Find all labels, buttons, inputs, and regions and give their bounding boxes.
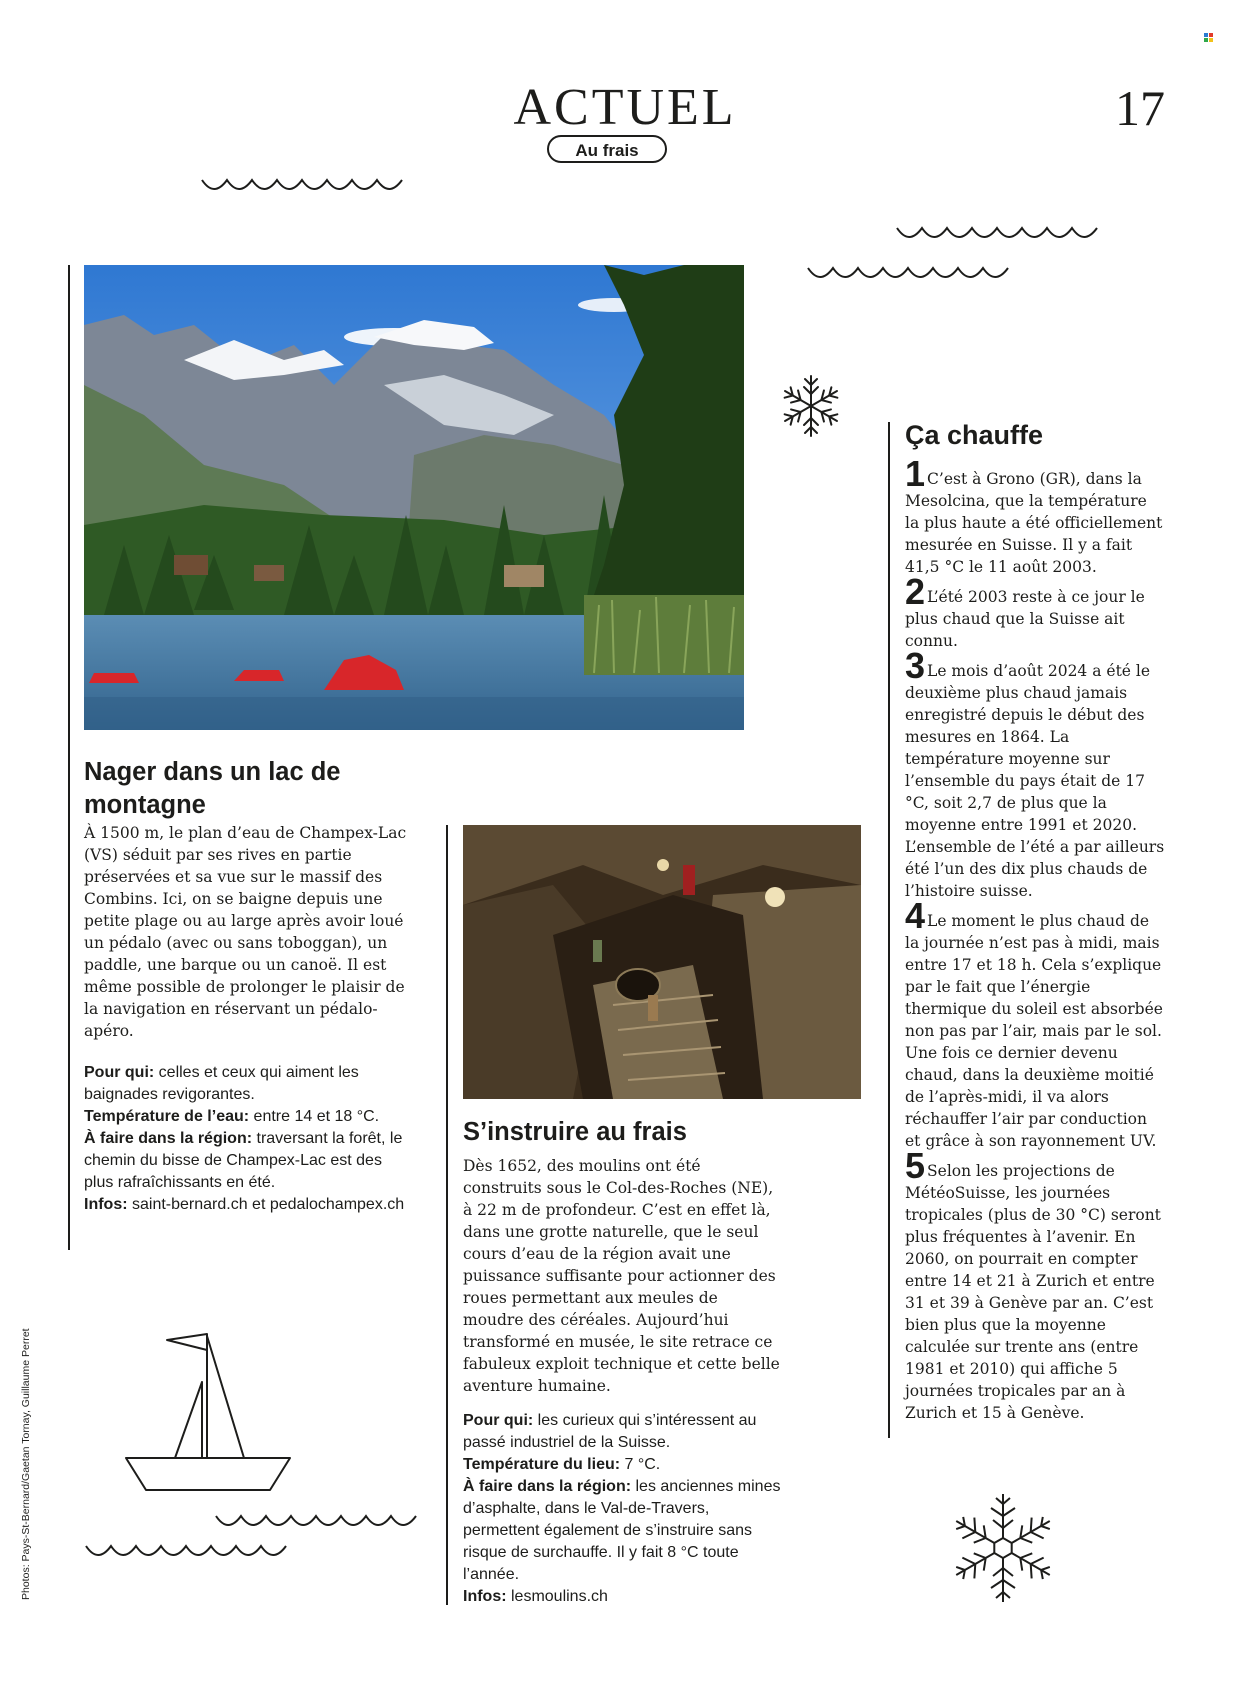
info-line [84, 1106, 414, 1128]
photo-credit: Photos: Pays-St-Bernard/Gaetan Tornay, Guillaume Perret [20, 1328, 32, 1600]
fact-item [905, 645, 1165, 902]
sailboat-icon [122, 1330, 297, 1500]
info-line [84, 1062, 414, 1106]
info-label: Température de l’eau: [84, 1108, 250, 1125]
page-number: 17 [1115, 80, 1165, 136]
wave-icon [214, 1510, 419, 1534]
snowflake-icon [778, 373, 844, 439]
sidebar-facts [905, 453, 1165, 1424]
lake-photo [84, 265, 744, 730]
info-line [463, 1454, 781, 1476]
fact-text: Le mois d’août 2024 a été le deuxième plus chaud jamais enregistré depuis le début des mesures en 1864. La température moyenne sur l’ensemble du pays était de 17 °C, soit 2,7 de plus que la moyenne entre 1991 et 2020. L’ensemble de l’été a par ailleurs été l’un des dix plus chauds de l’histoire suisse. [905, 662, 1165, 900]
info-value: celles et ceux qui aiment les baignades revigorantes. [84, 1064, 359, 1103]
info-label: À faire dans la région: [84, 1130, 253, 1147]
fact-item [905, 571, 1165, 652]
column-rule [68, 265, 70, 1250]
info-value: traversant la forêt, le chemin du bisse de Champex-Lac est des plus rafraîchissants en été. [84, 1130, 403, 1191]
info-line [84, 1194, 414, 1216]
fact-item [905, 453, 1165, 578]
info-value: les curieux qui s’intéressent au passé industriel de la Suisse. [463, 1412, 757, 1451]
fact-number: 2 [905, 571, 926, 612]
fact-item [905, 1145, 1165, 1424]
column-rule [888, 422, 890, 1438]
info-label: Infos: [84, 1196, 128, 1213]
article-mills-info [463, 1410, 781, 1608]
sidebar-title: Ça chauffe [905, 420, 1044, 450]
info-label: Pour qui: [463, 1412, 534, 1429]
info-value: les anciennes mines d’asphalte, dans le Val-de-Travers, permettent également de s’instruire sans risque de surchauffe. Il y fait 8 °C toute l’année. [463, 1478, 781, 1583]
info-label: À faire dans la région: [463, 1478, 632, 1495]
fact-text: C’est à Grono (GR), dans la Mesolcina, que la température la plus haute a été officiellement mesurée en Suisse. Il y a fait 41,5 °C le 11 août 2003. [905, 470, 1163, 576]
info-label: Température du lieu: [463, 1456, 621, 1473]
article-lake-body: À 1500 m, le plan d’eau de Champex-Lac (VS) séduit par ses rives en partie préservées et sa vue sur le massif des Combins. Ici, on se baigne depuis une petite plage ou au large après avoir loué un pédalo (avec ou sans toboggan), un paddle, une barque ou un canoë. Il est même possible de prolonger le plaisir de la navigation en réservant un pédalo-apéro. [84, 824, 407, 1040]
wave-icon [200, 172, 405, 196]
wave-icon [895, 222, 1100, 246]
fact-number: 4 [905, 895, 926, 936]
fact-number: 3 [905, 645, 926, 686]
fact-text: L’été 2003 reste à ce jour le plus chaud que la Suisse ait connu. [905, 588, 1145, 650]
info-line [463, 1410, 781, 1454]
article-mills-title: S’instruire au frais [463, 1118, 687, 1146]
fact-number: 1 [905, 453, 926, 494]
article-lake-info [84, 1062, 414, 1216]
article-lake-title: Nager dans un lac de montagne [84, 758, 341, 819]
info-line [84, 1128, 414, 1194]
fact-text: Selon les projections de MétéoSuisse, les journées tropicales (plus de 30 °C) seront plus fréquentes à l’avenir. En 2060, on pourrait en compter entre 14 et 21 à Zurich et entre 31 et 39 à Genève par an. C’est bien plus que la moyenne calculée sur trente ans (entre 1981 et 2010) qui affiche 5 journées tropicales par an à Zurich et 15 à Genève. [905, 1162, 1161, 1422]
rubric-badge: Au frais [547, 135, 667, 163]
wave-icon [84, 1540, 289, 1564]
fact-number: 5 [905, 1145, 926, 1186]
info-label: Infos: [463, 1588, 507, 1605]
snowflake-icon [945, 1490, 1061, 1606]
fact-item [905, 895, 1165, 1152]
wave-icon [806, 262, 1011, 286]
info-label: Pour qui: [84, 1064, 155, 1081]
info-value: 7 °C. [620, 1456, 661, 1473]
info-value: saint-bernard.ch et pedalochampex.ch [127, 1196, 405, 1213]
column-rule [446, 825, 448, 1605]
info-value: lesmoulins.ch [506, 1588, 608, 1605]
info-value: entre 14 et 18 °C. [249, 1108, 380, 1125]
fact-text: Le moment le plus chaud de la journée n’est pas à midi, mais entre 17 et 18 h. Cela s’explique par le fait que l’énergie thermique du soleil est absorbée non pas par l’air, mais par le sol. Une fois ce dernier devenu chaud, dans la deuxième moitié de l’après-midi, il va alors réchauffer l’air par conduction et grâce à son rayonnement UV. [905, 912, 1163, 1150]
info-line [463, 1586, 781, 1608]
info-line [463, 1476, 781, 1586]
article-mills-body: Dès 1652, des moulins ont été construits sous le Col-des-Roches (NE), à 22 m de profondeur. C’est en effet là, dans une grotte naturelle, que le seul cours d’eau de la région avait une puissance suffisante pour actionner des roues permettant aux meules de moudre des céréales. Aujourd’hui transformé en musée, le site retrace ce fabuleux exploit technique et cette belle aventure humaine. [463, 1157, 780, 1395]
section-title: ACTUEL [513, 79, 737, 136]
corner-mark [1204, 33, 1213, 42]
cave-photo [463, 825, 861, 1099]
